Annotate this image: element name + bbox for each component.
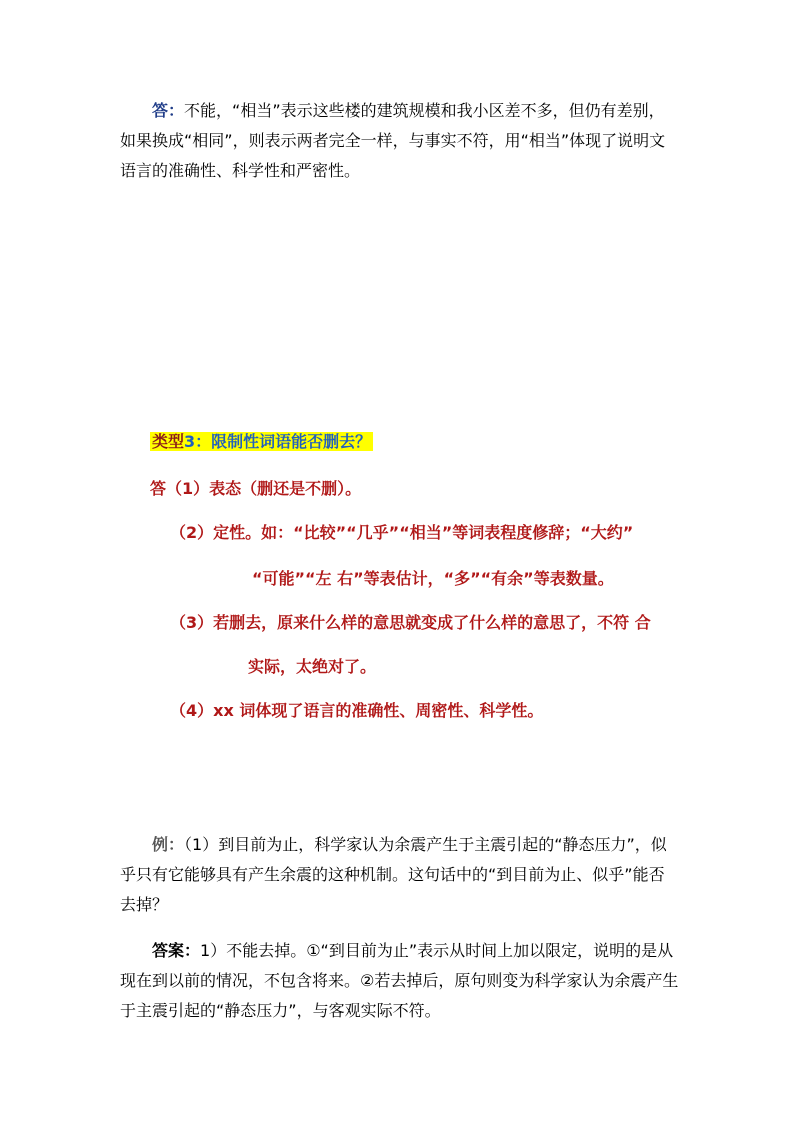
type-prefix: 类型 <box>152 432 185 451</box>
answer-point-2a: （2）定性。如：“比较”“几乎”“相当”等词表程度修辞；“大约” <box>170 523 634 542</box>
type-number: 3 <box>184 432 196 451</box>
answer-paragraph-2 <box>120 936 680 1026</box>
answer-point-3b: 实际，太绝对了。 <box>248 657 377 676</box>
answer-label: 答 <box>152 101 169 120</box>
answer2-text: 1）不能去掉。①“到目前为止”表示从时间上加以限定，说明的是从现在到以前的情况，不包含将来。②若去掉后，原句则变为科学家认为余震产生于主震引起的“静态压力”，与客观实际不符。 <box>120 941 679 1020</box>
answer-point-1: 答（1）表态（删还是不删）。 <box>150 479 362 498</box>
answer-point-2b: “可能”“左 右”等表估计，“多”“有余”等表数量。 <box>252 569 614 588</box>
answer-colon: ： <box>168 101 185 120</box>
example-label: 例： <box>152 835 185 854</box>
answer-text: 不能，“相当”表示这些楼的建筑规模和我小区差不多，但仍有差别，如果换成“相同”，则表示两者完全一样，与事实不符，用“相当”体现了说明文语言的准确性、科学性和严密性。 <box>120 101 666 180</box>
example-text: （1）到目前为止，科学家认为余震产生于主震引起的“静态压力”，似乎只有它能够具有产生余震的这种机制。这句话中的“到目前为止、似乎”能否去掉？ <box>120 835 667 914</box>
answer2-label: 答案： <box>152 941 201 960</box>
type-colon: ： <box>195 432 212 451</box>
type-title: 限制性词语能否删去？ <box>211 432 372 451</box>
answer-paragraph-1 <box>120 96 680 186</box>
answer-point-4: （4）xx 词体现了语言的准确性、周密性、科学性。 <box>170 701 544 720</box>
type-3-heading <box>150 430 373 454</box>
answer-point-3a: （3）若删去，原来什么样的意思就变成了什么样的意思了，不符 合 <box>170 613 651 632</box>
example-paragraph <box>120 830 680 920</box>
